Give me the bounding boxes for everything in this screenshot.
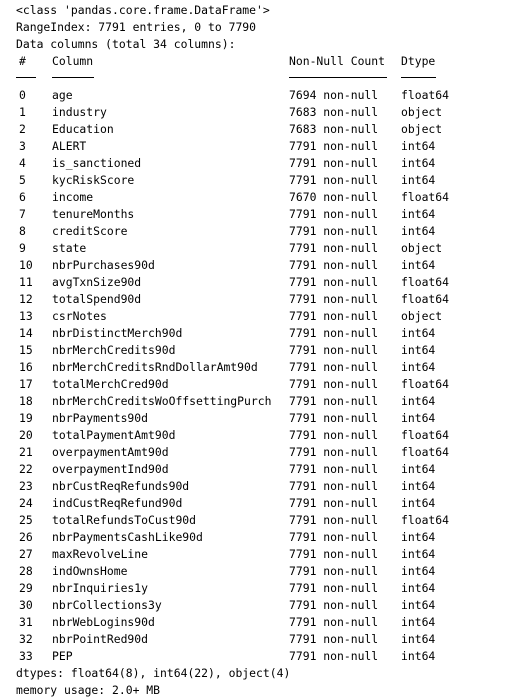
table-row (16, 172, 506, 189)
row-column-name: indCustReqRefund90d (52, 496, 183, 510)
table-row (16, 461, 506, 478)
row-non-null-count: 7791 non-null (289, 445, 379, 459)
row-column-name: nbrCustReqRefunds90d (52, 479, 190, 493)
row-dtype: float64 (401, 88, 450, 102)
class-line: <class 'pandas.core.frame.DataFrame'> (16, 3, 270, 17)
row-index: 17 (19, 377, 33, 391)
table-row (16, 274, 506, 291)
row-column-name: indOwnsHome (52, 564, 128, 578)
row-index: 15 (19, 343, 33, 357)
table-row (16, 529, 506, 546)
row-non-null-count: 7791 non-null (289, 530, 379, 544)
row-index: 23 (19, 479, 33, 493)
row-index: 10 (19, 258, 33, 272)
row-index: 29 (19, 581, 33, 595)
row-dtype: int64 (401, 496, 436, 510)
row-column-name: ALERT (52, 139, 87, 153)
row-non-null-count: 7791 non-null (289, 241, 379, 255)
row-index: 33 (19, 649, 33, 663)
row-column-name: state (52, 241, 87, 255)
row-index: 9 (19, 241, 26, 255)
table-row (16, 444, 506, 461)
row-dtype: int64 (401, 394, 436, 408)
table-row (16, 512, 506, 529)
table-row (16, 648, 506, 665)
table-row (16, 223, 506, 240)
row-non-null-count: 7791 non-null (289, 360, 379, 374)
row-dtype: object (401, 122, 443, 136)
row-index: 18 (19, 394, 33, 408)
row-dtype: int64 (401, 547, 436, 561)
table-row (16, 631, 506, 648)
row-index: 26 (19, 530, 33, 544)
table-row (16, 87, 506, 104)
table-row (16, 138, 506, 155)
row-column-name: overpaymentAmt90d (52, 445, 169, 459)
row-column-name: totalRefundsToCust90d (52, 513, 197, 527)
row-dtype: float64 (401, 275, 450, 289)
row-non-null-count: 7791 non-null (289, 513, 379, 527)
row-dtype: object (401, 105, 443, 119)
row-non-null-count: 7791 non-null (289, 598, 379, 612)
memory-usage-line: memory usage: 2.0+ MB (16, 683, 161, 697)
row-column-name: nbrDistinctMerch90d (52, 326, 183, 340)
row-index: 27 (19, 547, 33, 561)
row-dtype: int64 (401, 581, 436, 595)
row-index: 8 (19, 224, 26, 238)
row-non-null-count: 7791 non-null (289, 632, 379, 646)
row-dtype: float64 (401, 292, 450, 306)
row-column-name: creditScore (52, 224, 128, 238)
table-row (16, 359, 506, 376)
row-non-null-count: 7791 non-null (289, 564, 379, 578)
row-column-name: kycRiskScore (52, 173, 135, 187)
table-row (16, 478, 506, 495)
row-non-null-count: 7670 non-null (289, 190, 379, 204)
row-column-name: Education (52, 122, 114, 136)
row-non-null-count: 7791 non-null (289, 479, 379, 493)
dtypes-line: dtypes: float64(8), int64(22), object(4) (16, 666, 291, 680)
row-non-null-count: 7791 non-null (289, 377, 379, 391)
row-column-name: is_sanctioned (52, 156, 142, 170)
row-column-name: age (52, 88, 73, 102)
row-column-name: PEP (52, 649, 73, 663)
row-index: 14 (19, 326, 33, 340)
header-index: # (19, 54, 26, 68)
table-row (16, 393, 506, 410)
row-dtype: int64 (401, 156, 436, 170)
row-index: 3 (19, 139, 26, 153)
row-non-null-count: 7683 non-null (289, 122, 379, 136)
table-row (16, 308, 506, 325)
row-column-name: nbrInquiries1y (52, 581, 149, 595)
row-dtype: float64 (401, 377, 450, 391)
row-dtype: int64 (401, 326, 436, 340)
row-column-name: totalMerchCred90d (52, 377, 169, 391)
row-index: 16 (19, 360, 33, 374)
row-non-null-count: 7791 non-null (289, 309, 379, 323)
row-non-null-count: 7791 non-null (289, 139, 379, 153)
row-dtype: int64 (401, 224, 436, 238)
row-dtype: int64 (401, 479, 436, 493)
row-index: 22 (19, 462, 33, 476)
row-column-name: nbrPaymentsCashLike90d (52, 530, 203, 544)
row-index: 32 (19, 632, 33, 646)
row-index: 19 (19, 411, 33, 425)
table-row (16, 104, 506, 121)
header-dtype: Dtype (401, 54, 436, 68)
row-non-null-count: 7791 non-null (289, 462, 379, 476)
row-index: 20 (19, 428, 33, 442)
row-index: 2 (19, 122, 26, 136)
row-dtype: int64 (401, 207, 436, 221)
row-non-null-count: 7791 non-null (289, 411, 379, 425)
row-non-null-count: 7791 non-null (289, 394, 379, 408)
row-dtype: object (401, 309, 443, 323)
range-index-line: RangeIndex: 7791 entries, 0 to 7790 (16, 20, 257, 34)
row-column-name: overpaymentInd90d (52, 462, 169, 476)
row-non-null-count: 7791 non-null (289, 615, 379, 629)
row-column-name: nbrMerchCredits90d (52, 343, 176, 357)
row-index: 13 (19, 309, 33, 323)
table-row (16, 427, 506, 444)
row-index: 25 (19, 513, 33, 527)
header-rule (16, 70, 506, 87)
header-count: Non-Null Count (289, 54, 386, 68)
columns-header (16, 53, 506, 70)
row-non-null-count: 7791 non-null (289, 156, 379, 170)
row-dtype: int64 (401, 564, 436, 578)
table-row (16, 342, 506, 359)
row-column-name: nbrPurchases90d (52, 258, 155, 272)
table-row (16, 376, 506, 393)
column-rows (16, 87, 506, 665)
row-column-name: income (52, 190, 94, 204)
row-dtype: int64 (401, 173, 436, 187)
row-dtype: float64 (401, 190, 450, 204)
row-index: 12 (19, 292, 33, 306)
row-dtype: int64 (401, 632, 436, 646)
rule-count (289, 77, 387, 78)
row-non-null-count: 7791 non-null (289, 547, 379, 561)
row-dtype: int64 (401, 343, 436, 357)
row-column-name: totalPaymentAmt90d (52, 428, 176, 442)
table-row (16, 563, 506, 580)
row-index: 1 (19, 105, 26, 119)
row-column-name: csrNotes (52, 309, 107, 323)
table-row (16, 155, 506, 172)
table-row (16, 597, 506, 614)
row-non-null-count: 7791 non-null (289, 343, 379, 357)
row-index: 4 (19, 156, 26, 170)
row-index: 0 (19, 88, 26, 102)
row-column-name: avgTxnSize90d (52, 275, 142, 289)
row-column-name: nbrWebLogins90d (52, 615, 155, 629)
row-index: 24 (19, 496, 33, 510)
row-index: 11 (19, 275, 33, 289)
row-non-null-count: 7694 non-null (289, 88, 379, 102)
dataframe-info-output (16, 2, 506, 699)
row-non-null-count: 7791 non-null (289, 173, 379, 187)
row-dtype: int64 (401, 462, 436, 476)
row-column-name: tenureMonths (52, 207, 135, 221)
table-row (16, 257, 506, 274)
row-index: 6 (19, 190, 26, 204)
row-non-null-count: 7791 non-null (289, 258, 379, 272)
row-dtype: int64 (401, 360, 436, 374)
table-row (16, 410, 506, 427)
row-non-null-count: 7791 non-null (289, 496, 379, 510)
row-column-name: totalSpend90d (52, 292, 142, 306)
row-non-null-count: 7791 non-null (289, 275, 379, 289)
row-dtype: int64 (401, 615, 436, 629)
row-column-name: nbrPayments90d (52, 411, 149, 425)
row-dtype: int64 (401, 530, 436, 544)
row-index: 30 (19, 598, 33, 612)
row-column-name: industry (52, 105, 107, 119)
row-dtype: int64 (401, 258, 436, 272)
row-non-null-count: 7683 non-null (289, 105, 379, 119)
rule-column (52, 77, 94, 78)
row-index: 5 (19, 173, 26, 187)
data-columns-line: Data columns (total 34 columns): (16, 37, 236, 51)
row-non-null-count: 7791 non-null (289, 292, 379, 306)
table-row (16, 546, 506, 563)
row-dtype: object (401, 241, 443, 255)
row-column-name: nbrMerchCreditsRndDollarAmt90d (52, 360, 258, 374)
row-dtype: int64 (401, 411, 436, 425)
table-row (16, 495, 506, 512)
table-row (16, 291, 506, 308)
rule-index (16, 77, 36, 78)
row-column-name: maxRevolveLine (52, 547, 149, 561)
row-index: 28 (19, 564, 33, 578)
row-index: 31 (19, 615, 33, 629)
table-row (16, 189, 506, 206)
table-row (16, 614, 506, 631)
rule-dtype (401, 77, 436, 78)
row-index: 7 (19, 207, 26, 221)
row-non-null-count: 7791 non-null (289, 326, 379, 340)
row-column-name: nbrCollections3y (52, 598, 162, 612)
header-column: Column (52, 54, 94, 68)
row-dtype: float64 (401, 428, 450, 442)
row-index: 21 (19, 445, 33, 459)
row-non-null-count: 7791 non-null (289, 207, 379, 221)
table-row (16, 580, 506, 597)
row-dtype: int64 (401, 649, 436, 663)
table-row (16, 121, 506, 138)
table-row (16, 206, 506, 223)
row-column-name: nbrPointRed90d (52, 632, 149, 646)
row-non-null-count: 7791 non-null (289, 649, 379, 663)
table-row (16, 325, 506, 342)
row-dtype: float64 (401, 445, 450, 459)
table-row (16, 240, 506, 257)
row-dtype: float64 (401, 513, 450, 527)
row-non-null-count: 7791 non-null (289, 428, 379, 442)
row-non-null-count: 7791 non-null (289, 224, 379, 238)
row-non-null-count: 7791 non-null (289, 581, 379, 595)
row-dtype: int64 (401, 598, 436, 612)
row-column-name: nbrMerchCreditsWoOffsettingPurch (52, 394, 272, 408)
row-dtype: int64 (401, 139, 436, 153)
